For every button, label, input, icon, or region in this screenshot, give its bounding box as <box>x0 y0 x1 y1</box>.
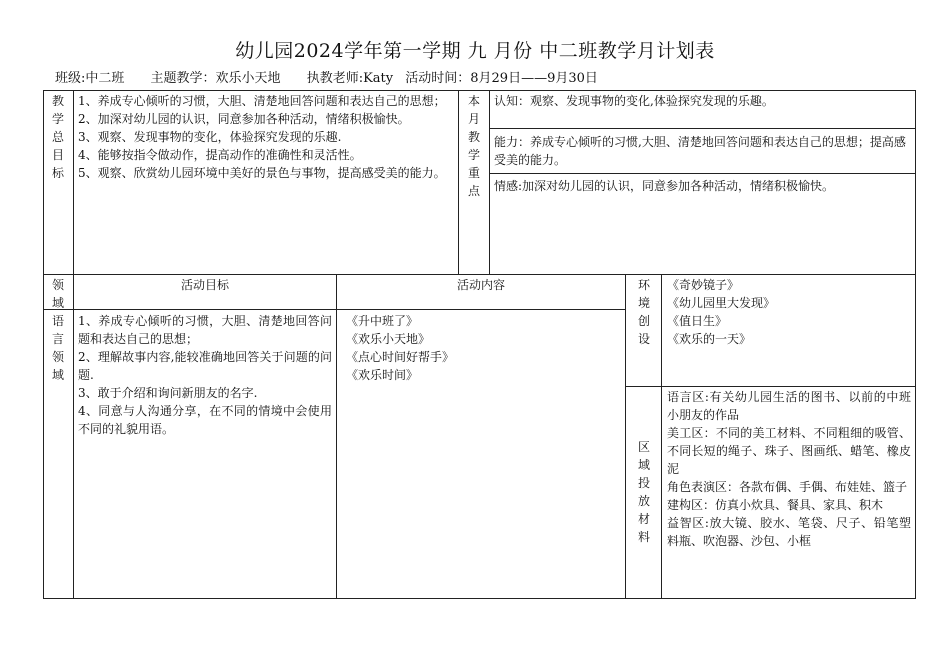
table-bottom-border <box>43 598 916 599</box>
area-item: 语言区:有关幼儿园生活的图书、以前的中班小朋友的作品 <box>667 390 911 422</box>
env-item: 《奇妙镜子》 <box>667 278 740 292</box>
section-divider <box>43 274 916 275</box>
env-item: 《幼儿园里大发现》 <box>667 296 776 310</box>
teacher-info: 执教老师:Katy <box>306 71 394 86</box>
table-right-border <box>915 90 916 599</box>
goal-header: 活动目标 <box>180 278 229 292</box>
page-title: 幼儿园2024学年第一学期 九 月份 中二班教学月计划表 <box>235 40 715 62</box>
theme-info: 主题教学：欢乐小天地 <box>150 71 281 86</box>
area-label: 区域投放材料 <box>637 440 650 544</box>
language-content-item: 《点心时间好帮手》 <box>346 350 455 364</box>
env-label-border <box>661 274 662 599</box>
focus-emotion: 情感:加深对幼儿园的认识，同意参加各种活动，情绪积极愉快。 <box>494 179 835 193</box>
goals-label: 教学总目标 <box>51 94 64 180</box>
language-content-item: 《升中班了》 <box>346 314 419 328</box>
goal-item: 3、观察、发现事物的变化，体验探究发现的乐趣. <box>78 130 342 144</box>
goals-right-border <box>458 90 459 275</box>
area-list <box>663 388 915 550</box>
content-right-border <box>625 274 626 599</box>
table-top-border <box>43 90 916 91</box>
goal-item: 5、观察、欣赏幼儿园环境中美好的景色与事物，提高感受美的能力。 <box>78 166 446 180</box>
domain-header: 领域 <box>51 278 64 310</box>
period-info: 活动时间：8月29日——9月30日 <box>405 71 598 86</box>
focus-cognition: 认知：观察、发现事物的变化,体验探究发现的乐趣。 <box>494 94 774 108</box>
area-item: 美工区：不同的美工材料、不同粗细的吸管、不同长短的绳子、珠子、图画纸、蜡笔、橡皮泥 <box>667 426 911 476</box>
language-goal-item: 2、理解故事内容,能较准确地回答关于问题的问题. <box>78 350 332 382</box>
env-divider <box>625 386 916 387</box>
language-content-item: 《欢乐小天地》 <box>346 332 431 346</box>
area-item: 建构区：仿真小炊具、餐具、家具、积木 <box>667 498 884 512</box>
env-label: 环境创设 <box>637 278 650 346</box>
language-goal-item: 1、养成专心倾听的习惯，大胆、清楚地回答问题和表达自己的思想； <box>78 314 332 346</box>
language-goal-item: 3、敢于介绍和询问新朋友的名字. <box>78 386 258 400</box>
class-info: 班级:中二班 <box>55 71 125 86</box>
focus-label: 本月教学重点 <box>467 94 480 198</box>
language-goal-item: 4、同意与人沟通分享，在不同的情境中会使用不同的礼貌用语。 <box>78 404 332 436</box>
env-item: 《值日生》 <box>667 314 728 328</box>
content-header: 活动内容 <box>456 278 505 292</box>
language-content-item: 《欢乐时间》 <box>346 368 419 382</box>
area-item: 益智区:放大镜、胶水、笔袋、尺子、铅笔塑料瓶、吹泡器、沙包、小框 <box>667 516 911 548</box>
goal-item: 4、能够按指令做动作，提高动作的准确性和灵活性。 <box>78 148 362 162</box>
focus-divider-1 <box>489 128 916 129</box>
focus-ability: 能力：养成专心倾听的习惯,大胆、清楚地回答问题和表达自己的思想；提高感受美的能力。 <box>494 135 906 167</box>
language-content <box>342 312 624 384</box>
env-list <box>663 276 915 348</box>
goal-item: 1、养成专心倾听的习惯，大胆、清楚地回答问题和表达自己的思想； <box>78 94 446 108</box>
goals-list <box>74 92 458 272</box>
plan-meta <box>55 70 935 88</box>
table-left-border <box>43 90 44 599</box>
content-left-border <box>336 274 337 599</box>
language-goals <box>74 312 336 438</box>
language-domain-label: 语言领域 <box>51 314 64 382</box>
goal-item: 2、加深对幼儿园的认识，同意参加各种活动，情绪积极愉快。 <box>78 112 410 126</box>
focus-divider-2 <box>489 173 916 174</box>
header-row-border <box>43 309 625 310</box>
env-item: 《欢乐的一天》 <box>667 332 752 346</box>
area-item: 角色表演区：各款布偶、手偶、布娃娃、篮子 <box>667 480 908 494</box>
